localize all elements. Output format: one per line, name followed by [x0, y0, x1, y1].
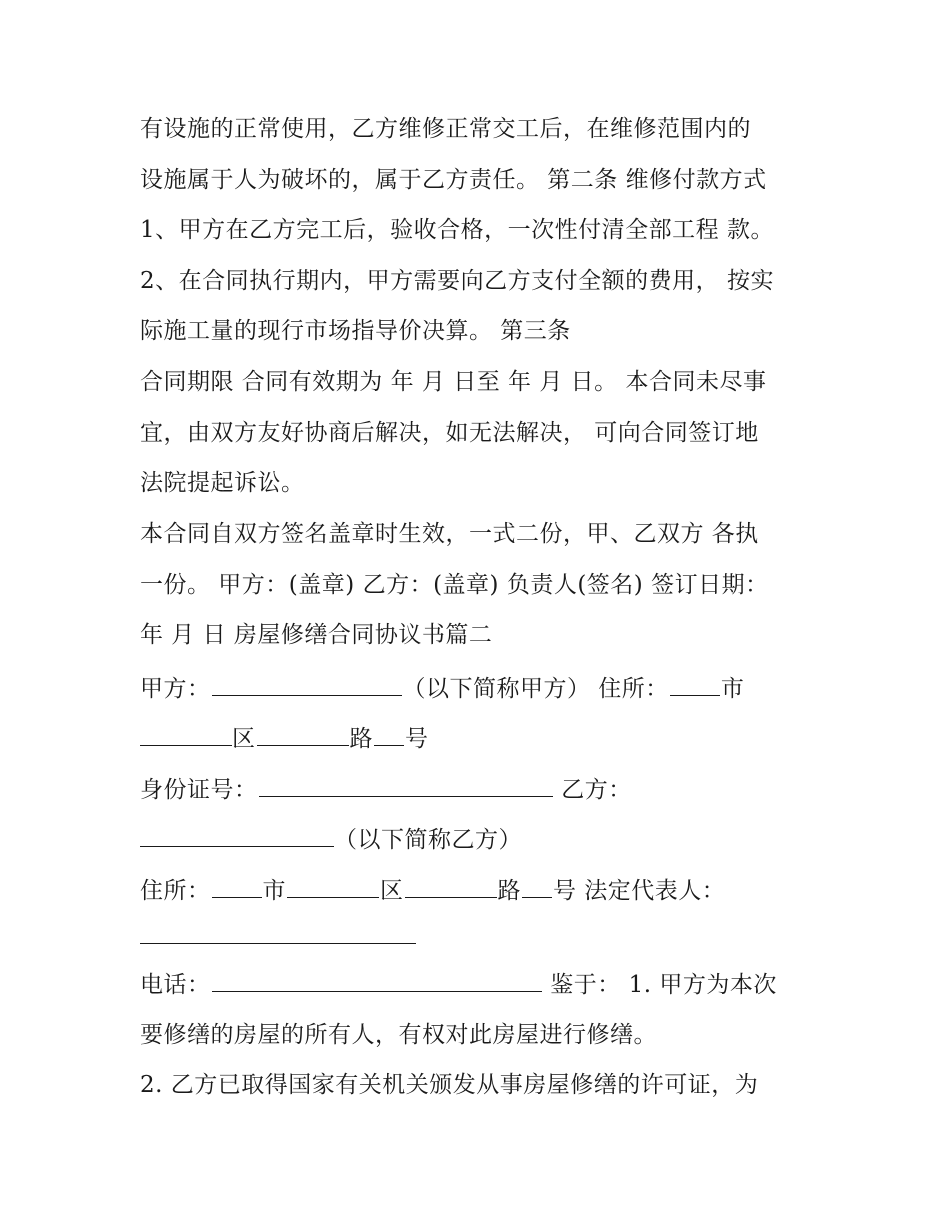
paragraph-line: 1、甲方在乙方完工后，验收合格，一次性付清全部工程 款。: [140, 217, 774, 243]
party-a-address-line: [140, 723, 890, 754]
party-a-suffix: （以下简称甲方） 住所：: [402, 676, 669, 702]
city-label: 市: [720, 676, 745, 702]
paragraph-line: 2. 乙方已取得国家有关机关颁发从事房屋修缮的许可证，为: [140, 1072, 759, 1098]
party-a-name-blank[interactable]: [212, 673, 402, 696]
address-label: 住所：: [140, 878, 211, 904]
city-label: 市: [262, 878, 286, 904]
legal-rep-blank[interactable]: [140, 921, 416, 944]
party-a-city-blank[interactable]: [670, 673, 720, 696]
paragraph-line: 要修缮的房屋的所有人，有权对此房屋进行修缮。: [140, 1022, 657, 1048]
id-label: 身份证号：: [140, 777, 258, 803]
paragraph-line: 一份。 甲方：(盖章) 乙方：(盖章) 负责人(签名) 签订日期：: [140, 572, 769, 598]
party-b-city-blank[interactable]: [212, 875, 262, 898]
id-number-blank[interactable]: [259, 774, 553, 797]
district-label: 区: [232, 726, 256, 752]
phone-label: 电话：: [140, 972, 211, 998]
party-b-address-line: [140, 875, 890, 906]
party-b-district-blank[interactable]: [287, 875, 379, 898]
paragraph-line: 2、在合同执行期内，甲方需要向乙方支付全额的费用， 按实: [140, 268, 774, 294]
road-label: 路: [349, 726, 373, 752]
legal-rep-line: [140, 921, 890, 952]
party-b-label: 乙方：: [553, 777, 632, 803]
id-number-line: [140, 774, 890, 805]
road-label: 路: [497, 878, 521, 904]
party-a-district-blank[interactable]: [140, 723, 232, 746]
paragraph-line: 合同期限 合同有效期为 年 月 日至 年 月 日。 本合同未尽事: [140, 369, 767, 395]
party-a-label: 甲方：: [140, 676, 211, 702]
paragraph-line: 宜，由双方友好协商后解决，如无法解决， 可向合同签订地: [140, 420, 759, 446]
paragraph-line: 法院提起诉讼。: [140, 470, 305, 496]
paragraph-line: 有设施的正常使用，乙方维修正常交工后，在维修范围内的: [140, 116, 751, 142]
party-b-road-blank[interactable]: [405, 875, 497, 898]
paragraph-line: 际施工量的现行市场指导价决算。 第三条: [140, 318, 571, 344]
paragraph-line: 本合同自双方签名盖章时生效，一式二份，甲、乙双方 各执: [140, 521, 759, 547]
legal-rep-label: 号 法定代表人：: [553, 878, 726, 904]
party-b-number-blank[interactable]: [522, 875, 552, 898]
paragraph-line: 设施属于人为破坏的，属于乙方责任。 第二条 维修付款方式: [140, 167, 767, 193]
party-b-suffix: （以下简称乙方）: [334, 827, 522, 853]
party-b-name-blank[interactable]: [140, 824, 334, 847]
party-a-line: [140, 673, 890, 704]
district-label: 区: [380, 878, 404, 904]
phone-line: [140, 969, 890, 1000]
number-label: 号: [405, 726, 429, 752]
party-a-road-blank[interactable]: [257, 723, 349, 746]
phone-blank[interactable]: [212, 969, 542, 992]
whereas-label: 鉴于： 1. 甲方为本次: [542, 972, 777, 998]
party-b-name-line: [140, 824, 890, 855]
party-a-number-blank[interactable]: [374, 723, 404, 746]
section-title-line: 年 月 日 房屋修缮合同协议书篇二: [140, 622, 493, 648]
